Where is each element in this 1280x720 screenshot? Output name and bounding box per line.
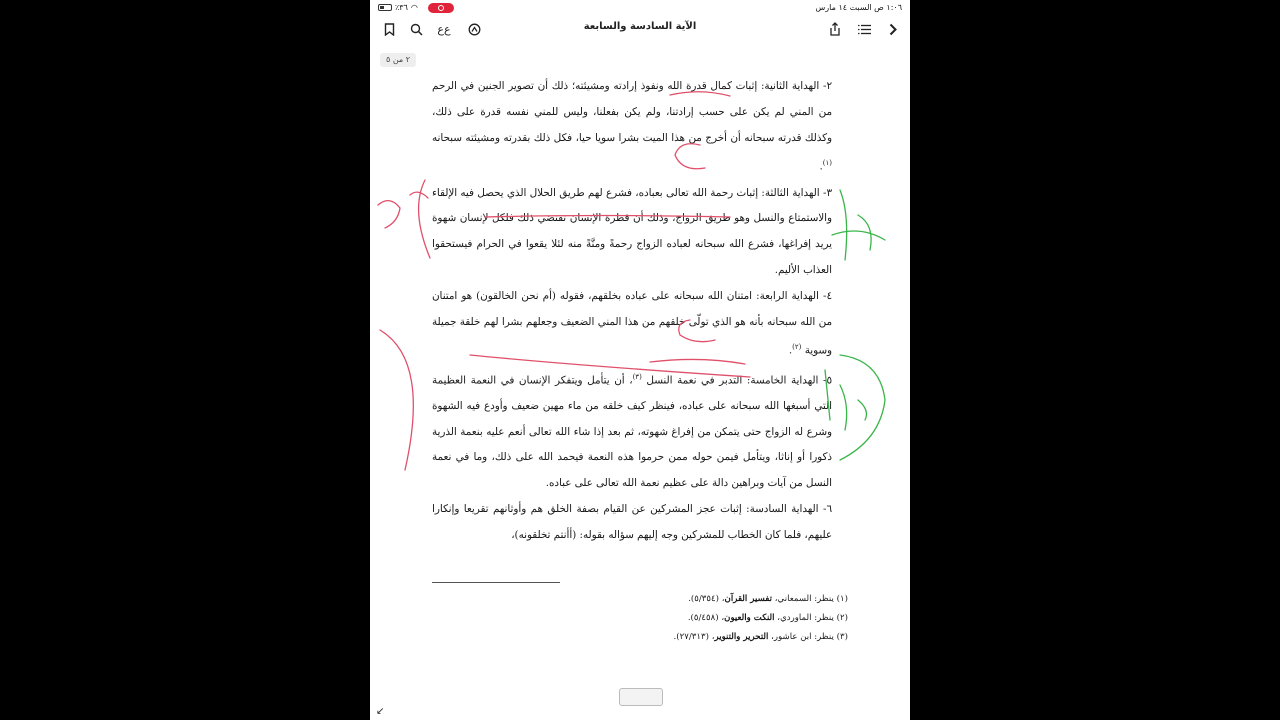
footnote-ref: (١) xyxy=(822,159,832,168)
back-chevron-icon[interactable] xyxy=(883,19,903,39)
paragraph-number: ٥- xyxy=(818,374,832,387)
paragraph xyxy=(432,365,832,497)
footnote: (٢) ينظر: الماوردي، النكت والعيون، (٥/٤٥٨). xyxy=(687,613,848,623)
paragraph-number: ٦- xyxy=(818,503,832,516)
paragraph-text: الهداية الثالثة: إثبات رحمة الله تعالى بعباده، فشرع لهم طريق الحلال الذي يحصل فيه الإلقاء والاستمتاع والنسل وهو طريق الزواج، وذلك أن فطرة الإنسان تقتضي ذلك فلكل لإنسان شهوة يريد إفراغها، فشرع الله سبحانه لعباده الزواج رحمةً ومنَّةً منه لئلا يقعوا في الحرام فيستحقوا العذاب الأليم. xyxy=(432,186,832,276)
document-page xyxy=(432,74,832,549)
paragraph-number: ٣- xyxy=(819,186,832,199)
paragraph-number: ٤- xyxy=(818,289,832,302)
paragraph-text: الهداية الرابعة: امتنان الله سبحانه على عباده بخلقهم، فقوله (أم نحن الخالقون) هو امتنان من الله سبحانه بأنه هو الذي تولّى خلقهم من هذا المني الضعيف وجعلهم بشرا لهم خلقة جميلة وسوية xyxy=(432,289,832,357)
footnote-ref: (٢) xyxy=(792,343,802,352)
paragraph xyxy=(432,284,832,365)
status-time-date: ١:٠٦ ص السبت ١٤ مارس xyxy=(815,3,902,12)
paragraph-number: ٢- xyxy=(819,80,832,92)
battery-level: ٪٣٦ xyxy=(395,3,408,12)
font-settings-button[interactable]: ع‌ع xyxy=(437,22,451,36)
paragraph-text: الهداية الخامسة: التدبر في نعمة النسل xyxy=(646,374,819,387)
status-left xyxy=(378,3,418,12)
footnote-separator xyxy=(432,582,560,583)
page-thumbnails-button[interactable] xyxy=(619,688,663,706)
status-bar xyxy=(370,0,910,16)
footnote: (٣) ينظر: ابن عاشور، التحرير والتنوير، (٢٧/٣١٣). xyxy=(673,632,848,642)
reader-toolbar xyxy=(370,16,910,42)
paragraph-text: الهداية السادسة: إثبات عجز المشركين عن القيام بصفة الخلق هم وأوثانهم تقريعا وإنكارا عليهم، فلما كان الخطاب للمشركين وجه إليهم سؤاله بقوله: (أأنتم تخلقونه)، xyxy=(432,503,832,541)
paragraph xyxy=(432,497,832,549)
share-icon[interactable] xyxy=(825,19,845,39)
paragraph-tail: . xyxy=(819,160,823,173)
paragraph xyxy=(432,74,832,181)
document-title: الآية السادسة والسابعة xyxy=(583,21,697,32)
paragraph-tail: ، أن يتأمل ويتفكر الإنسان في النعمة العظيمة التي أسبغها الله سبحانه على عباده، فينظر كيف خلقه من ماء مهين ضعيف وأودع فيه الشهوة وشرع له الزواج حتى يتمكن من إفراغ شهوته، ثم بعد إذا شاء الله تعالى أنعم عليه بنعمة الذرية ذكورا أو إناثا، ويتأمل فيمن حوله ممن حرموا هذه النعمة فيحمد الله على ذلك، وما في نعمة النسل من آيات وبراهين دالة على عظيم نعمة الله تعالى على عباده. xyxy=(432,374,832,490)
footnote-ref: (٣) xyxy=(632,372,642,381)
wifi-icon: ◠ xyxy=(410,3,418,12)
screen-record-indicator[interactable] xyxy=(428,3,454,13)
paragraph-tail: . xyxy=(788,344,793,357)
list-icon[interactable] xyxy=(854,19,874,39)
battery-icon xyxy=(378,4,392,11)
footnotes xyxy=(674,590,848,647)
ipad-screen xyxy=(370,0,910,720)
paragraph-text: الهداية الثانية: إثبات كمال قدرة الله ونفوذ إرادته ومشيئته؛ ذلك أن تصوير الجنين في الرحم من المني لم يكن على حسب إرادتنا، ولم يكن بفعلنا، وليس للمني نفسه قدرة على ذلك، وكذلك قدرته سبحانه أن أخرج من هذا الميت بشرا سويا حيا، فكل ذلك بقدرته ومشيئته سبحانه xyxy=(432,80,832,144)
corner-curve-icon: ↙ xyxy=(376,706,385,717)
footnote: (١) ينظر: السمعاني، تفسير القرآن، (٥/٣٥٤). xyxy=(688,594,848,604)
page-indicator: ٢ من ٥ xyxy=(380,53,416,67)
paragraph xyxy=(432,181,832,284)
